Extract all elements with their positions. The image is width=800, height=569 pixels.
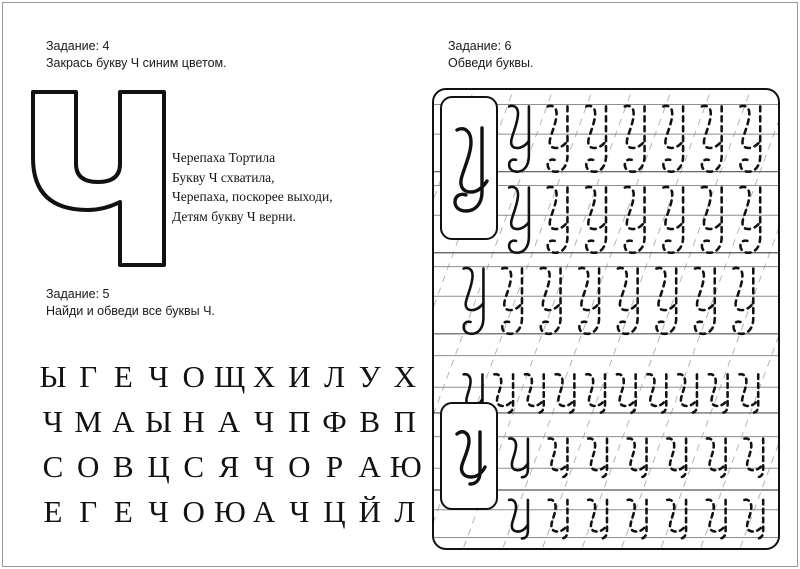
grid-letter[interactable]: Е [43,494,63,529]
grid-letter[interactable]: Ч [254,404,275,439]
grid-letter[interactable]: Ч [148,494,169,529]
grid-letter[interactable]: М [74,404,102,439]
poem-line: Детям букву Ч верни. [172,208,296,224]
letter-grid-row [38,403,420,448]
grid-letter[interactable]: Г [79,359,98,394]
grid-letter[interactable]: Х [393,359,417,394]
grid-letter[interactable]: Ч [42,404,64,439]
task-4-instruction: Закрась букву Ч синим цветом. [46,56,227,70]
grid-letter[interactable]: В [113,449,134,484]
grid-letter[interactable]: А [358,449,381,484]
grid-letter[interactable]: Л [323,359,346,394]
grid-letter[interactable]: И [288,359,311,394]
grid-letter[interactable]: Щ [213,359,246,394]
task-6-number: Задание: 6 [448,39,512,53]
grid-letter[interactable]: Ц [147,449,170,484]
grid-letter[interactable]: С [183,449,205,484]
grid-letter[interactable]: Е [113,494,133,529]
grid-letter[interactable]: О [182,494,205,529]
model-letter-card-lowercase [440,402,498,510]
grid-letter[interactable]: Х [252,359,276,394]
model-letter-card-uppercase [440,96,498,240]
grid-letter[interactable]: Ы [39,359,67,394]
letter-grid-row [38,448,420,493]
grid-letter[interactable]: Ю [213,494,246,529]
poem-block [172,148,407,226]
task-5-instruction: Найди и обведи все буквы Ч. [46,304,215,318]
poem-line: Черепаха Тортила [172,150,276,165]
big-outline-letter-che[interactable] [28,86,173,271]
grid-letter[interactable]: Ы [145,404,173,439]
grid-letter[interactable]: Р [325,449,344,484]
grid-letter[interactable]: П [393,404,417,439]
grid-letter[interactable]: Ц [323,494,346,529]
task-4-header [46,38,227,72]
task-5-number: Задание: 5 [46,287,110,301]
grid-letter[interactable]: Й [358,494,381,529]
letter-grid-row [38,358,420,403]
grid-letter[interactable]: Н [182,404,205,439]
grid-letter[interactable]: А [252,494,276,529]
grid-letter[interactable]: В [359,404,381,439]
letter-search-grid [38,358,420,538]
grid-letter[interactable]: У [358,359,381,394]
poem-line: Букву Ч схватила, [172,169,275,185]
grid-letter[interactable]: О [182,359,205,394]
task-6-header [448,38,534,72]
grid-letter[interactable]: Я [218,449,240,484]
grid-letter[interactable]: Ч [289,494,310,529]
grid-letter[interactable]: Е [113,359,133,394]
poem-line: Черепаха, поскорее выходи, [172,189,333,204]
grid-letter[interactable]: Ч [148,359,169,394]
grid-letter[interactable]: Г [79,494,98,529]
grid-letter[interactable]: С [42,449,64,484]
grid-letter[interactable]: Ф [322,404,347,439]
letter-grid-row [38,493,420,538]
grid-letter[interactable]: П [288,404,311,439]
grid-letter[interactable]: Ю [389,449,422,484]
grid-letter[interactable]: Ч [254,449,275,484]
task-5-header [46,286,215,320]
task-6-instruction: Обведи буквы. [448,56,534,70]
grid-letter[interactable]: А [112,404,135,439]
grid-letter[interactable]: Л [394,494,416,529]
grid-letter[interactable]: О [76,449,100,484]
grid-letter[interactable]: О [288,449,311,484]
grid-letter[interactable]: А [217,404,241,439]
task-4-number: Задание: 4 [46,39,110,53]
